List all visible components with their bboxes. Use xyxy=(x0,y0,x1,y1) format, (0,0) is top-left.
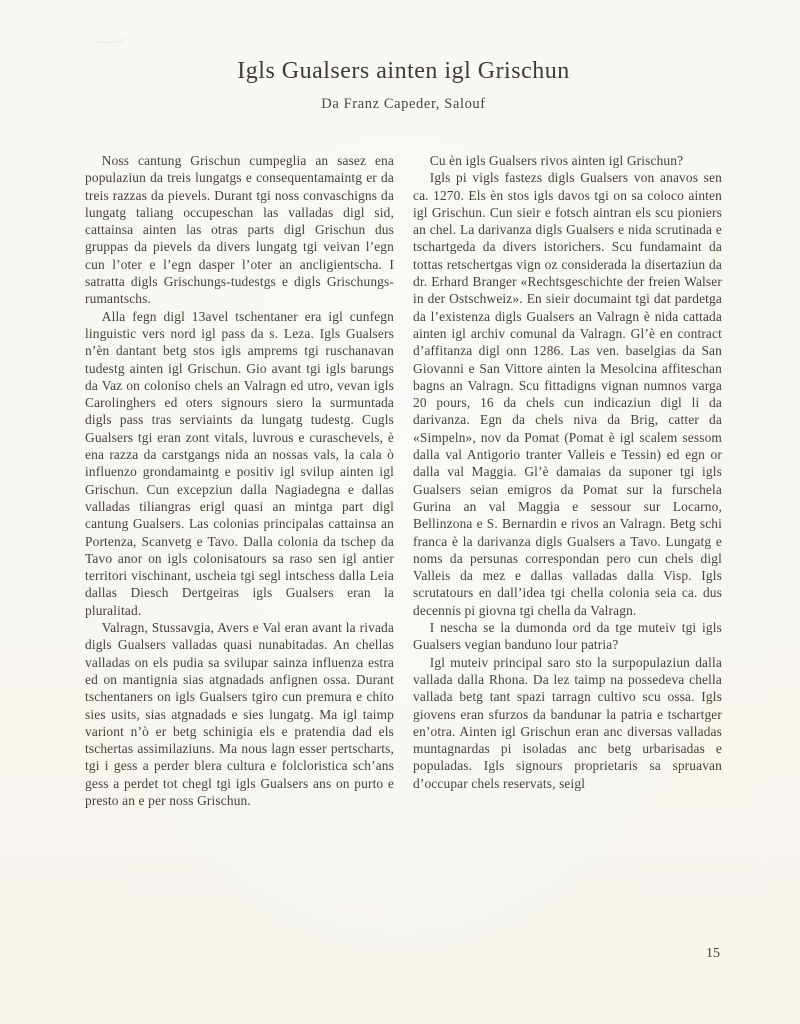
paragraph: Igl muteiv principal saro sto la surpopulaziun dalla vallada dalla Rhona. Da lez taimp na possedeva chella vallada betg tant spazi tarragn cultivo scu ossa. Igls giovens eran sfurzos da bandunar la patria e tschartger en’otra. Ainten igl Grischun eran anc diversas valladas muntagnardas pi isoladas anc betg urbarisadas e populadas. Igls signours proprietaris sa spruavan d’occupar chels reservats, seigl xyxy=(413,654,722,791)
left-column xyxy=(85,152,394,809)
paragraph: I nescha se la dumonda ord da tge muteiv tgi igls Gualsers vegian banduno lour patria? xyxy=(413,620,722,653)
text-columns xyxy=(85,152,722,809)
page-number: 15 xyxy=(706,946,720,961)
scan-artifact-mark xyxy=(87,24,135,46)
paragraph: Noss cantung Grischun cumpeglia an sasez ena populaziun da treis lungatgs e consequentamaintg er da treis razzas da pievels. Durant tgi noss convaschigns da lungatg taliang occupeschan las valladas digl sid, cattainsa ainten las otras parts digl Grischun dus gruppas da pievels da divers lungatg tgi veivan l’egn cun l’oter e l’egn dasper l’oter an ancligientscha. I satratta digls Grischungs-tudestgs e digls Grischungs-rumantschs. xyxy=(85,153,394,307)
paragraph: Alla fegn digl 13avel tschentaner era igl cunfegn linguistic vers nord igl pass da s. Leza. Igls Gualsers n’èn dantant betg stos igls amprems tgi ruschanavan tudestg ainten igl Grischun. Gio avant tgi igls barungs da Vaz on coloniso chels an Valragn ed utro, vevan igls Carolinghers ed oters signours siero la surmuntada digls pass tras serviaints da lungatg tudestg. Cugls Gualsers tgi eran zont vitals, luvrous e curaschevels, è ena razza da carstgangs nida an nossas vals, la cala ò influenzo grondamaintg e positiv igl svilup ainten igl Grischun. Cun excepziun dalla Nagiadegna e dallas valladas tiliangras erigl quasi an mintga part digl cantung Gualsers. Las colonias principalas cattainsa an Portenza, Scanvetg e Tavo. Dalla colonia da tschep da Tavo anor on igls colonisatours sa raso sen igl antier territori vischinant, uscheia tgi segl intschess dalla Leia dallas Diesch Dertgeiras igls Gualsers eran la pluralitad. xyxy=(85,308,394,618)
page-title: Igls Gualsers ainten igl Grischun xyxy=(237,58,570,84)
paragraph: Cu èn igls Gualsers rivos ainten igl Grischun? xyxy=(429,153,684,168)
byline: Da Franz Capeder, Salouf xyxy=(321,96,486,112)
right-column xyxy=(413,152,722,809)
paragraph: Valragn, Stussavgia, Avers e Val eran avant la rivada digls Gualsers valladas quasi nunabitadas. An chellas valladas on els pudia sa svilupar sainza influenza estra ed on mantignia sias atgnadads anfignen ossa. Durant tschentaners on igls Gualsers tgiro cun premura e chito sies usits, sias atgnadads e sies lungatg. Ma igl taimp variont n’ò er betg schinigia els e pratendia dad els tschertas assimilaziuns. Ma nous lagn esser pertscharts, tgi i gess a perder blera cultura e folcloristica sch’ans gess a perdet tot chegl tgi igls Gualsers ans on purto e presto an e per noss Grischun. xyxy=(85,620,394,808)
paragraph: Igls pi vigls fastezs digls Gualsers von anavos sen ca. 1270. Els èn stos igls davos tgi on sa coloco ainten igl Grischun. Cun sieir e fotsch aintran els scu pioniers an chel. La darivanza digls Gualsers e nida scrutinada e tschartgeda da divers istorichers. Scu fundamaint da tottas retschertgas vign oz considerada la disertaziun da dr. Erhard Branger «Rechtsgeschichte der freien Walser in der Ostschweiz». En sieir documaint tgi dat pardetga da l’existenza digls Gualsers an Valragn è nida cattada ainten igl archiv comunal da Valragn. Gl’è en contract d’affitanza digl onn 1286. Las ven. baselgias da San Giovanni e San Vittore ainten la Mesolcina affiteschan bagns an Valragn. Scu fittadigns vignan numnos varga 20 pours, 16 da chels cun indicaziun digl li da darivanza. Egn da chels niva da Brig, catter da «Simpeln», nov da Pomat (Pomat è igl scalem sessom dalla val Antigorio tranter Valleis e Tessin) ed egn or dalla val Maggia. Gl’è damaias da suponer tgi igls Gualsers seian emigros da Pomat sur la furschela Gurina an val Maggia e sessour sur Locarno, Bellinzona e S. Bernardin e rivos an Valragn. Betg schi franca è la darivanza digls Gualsers a Tavo. Lungatg e noms da persunas correspondan pero cun chels digl Valleis da mez e dallas valladas dalla Visp. Igls scrutatours en dall’idea tgi chella colonia seia ca. dus decennis pi giovna tgi chella da Valragn. xyxy=(413,170,722,618)
